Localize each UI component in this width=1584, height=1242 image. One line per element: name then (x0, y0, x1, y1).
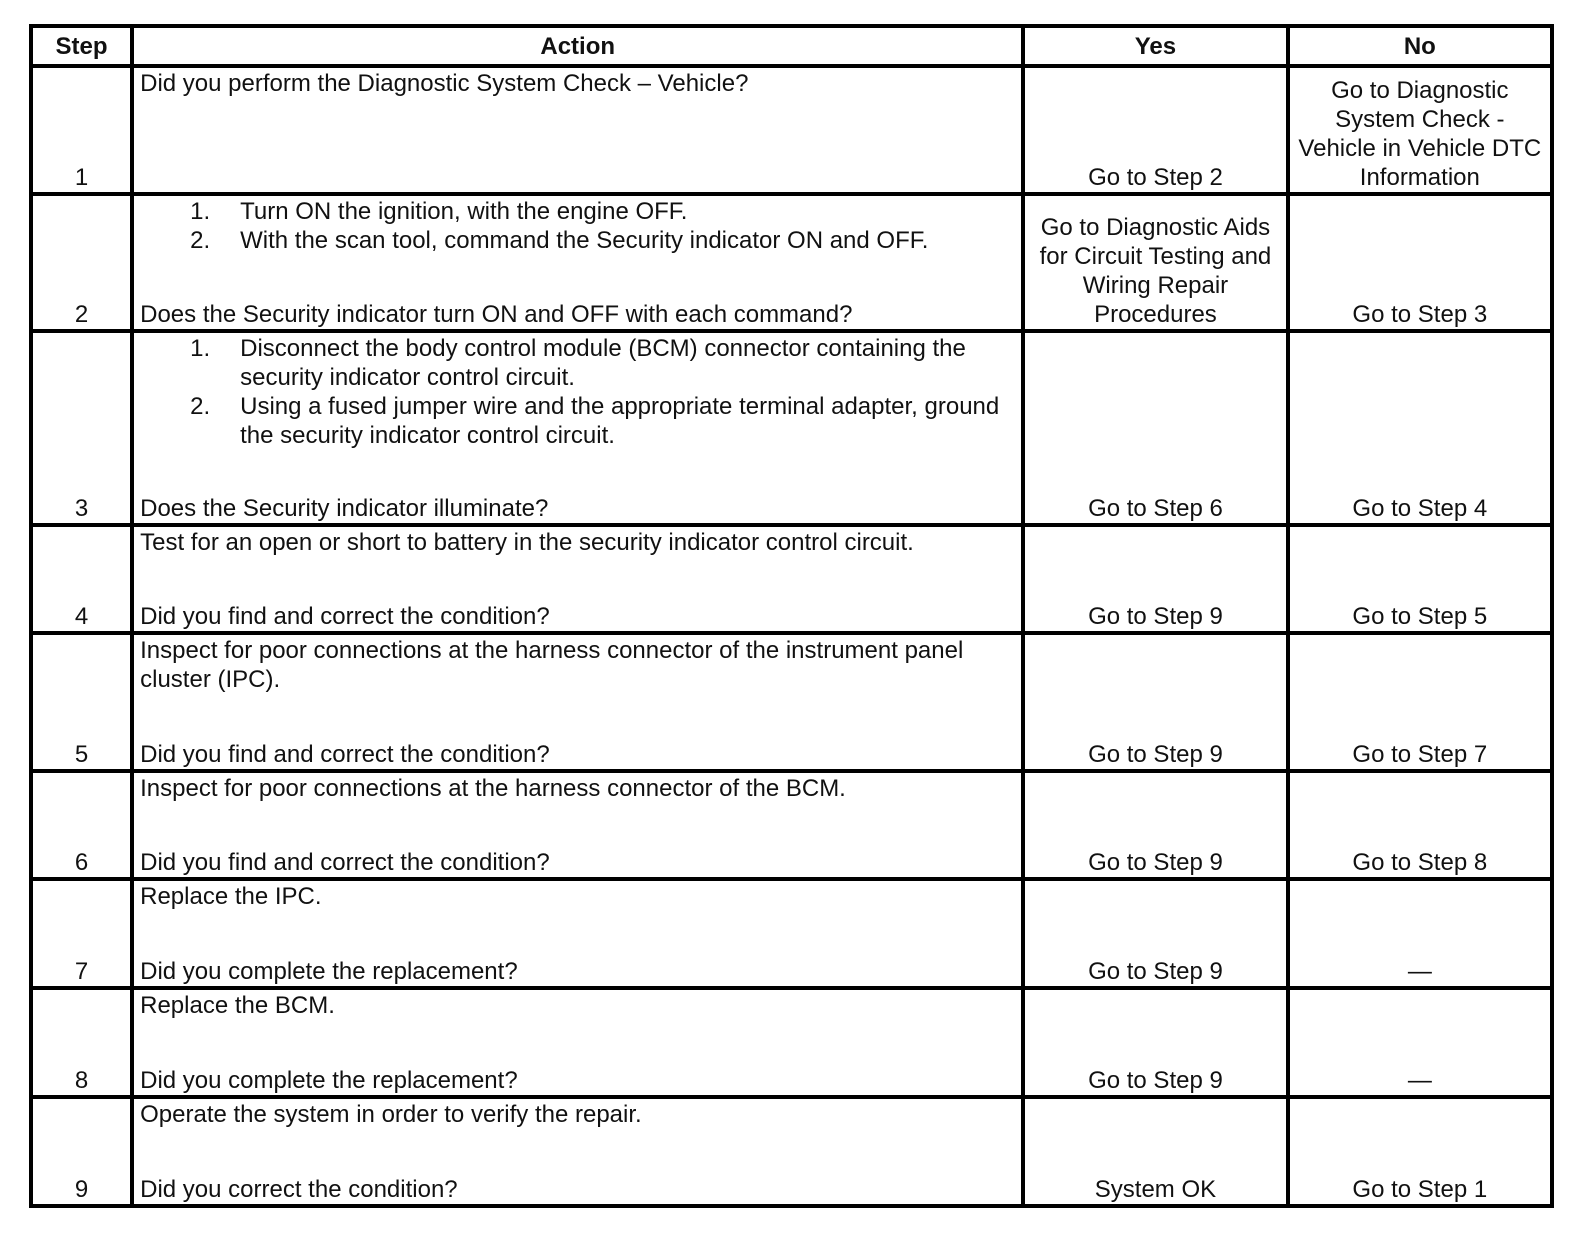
action-instruction: Replace the IPC. (140, 883, 322, 910)
action-top (140, 882, 1015, 911)
no-result: Go to Step 1 (1288, 1097, 1552, 1206)
yes-result: Go to Step 6 (1023, 331, 1287, 525)
action-cell (132, 771, 1023, 879)
action-question: Does the Security indicator illuminate? (140, 495, 549, 522)
list-item-text: Turn ON the ignition, with the engine OFF. (240, 198, 688, 225)
action-question: Did you complete the replacement? (140, 958, 518, 985)
yes-result: Go to Step 9 (1023, 771, 1287, 879)
action-content (140, 334, 1015, 523)
action-question: Does the Security indicator turn ON and OFF with each command? (140, 301, 853, 328)
table-row (31, 66, 1552, 194)
action-instruction: Operate the system in order to verify the repair. (140, 1101, 642, 1128)
table-row (31, 331, 1552, 525)
list-item-number: 2. (190, 227, 211, 254)
yes-result: Go to Step 9 (1023, 988, 1287, 1097)
no-result: Go to Diagnostic System Check - Vehicle in Vehicle DTC Information (1288, 66, 1552, 194)
list-item (190, 392, 1015, 450)
action-cell (132, 525, 1023, 633)
list-item (190, 226, 1015, 255)
action-cell (132, 879, 1023, 988)
yes-result: Go to Step 9 (1023, 879, 1287, 988)
no-result: Go to Step 4 (1288, 331, 1552, 525)
action-top (140, 774, 1015, 803)
yes-result: System OK (1023, 1097, 1287, 1206)
action-question: Did you complete the replacement? (140, 1067, 518, 1094)
step-number: 4 (31, 525, 132, 633)
list-item-number: 1. (190, 198, 211, 225)
list-item-text: With the scan tool, command the Security indicator ON and OFF. (240, 227, 929, 254)
action-question: Did you find and correct the condition? (140, 603, 550, 630)
action-top (140, 636, 1015, 694)
diagnostic-table (29, 24, 1554, 1208)
table-row (31, 1097, 1552, 1206)
list-item-text: Using a fused jumper wire and the appropriate terminal adapter, ground the security indicator control circuit. (240, 393, 1000, 449)
table-row (31, 988, 1552, 1097)
action-instruction: Inspect for poor connections at the harness connector of the BCM. (140, 775, 846, 802)
action-instruction: Test for an open or short to battery in the security indicator control circuit. (140, 529, 914, 556)
action-cell (132, 633, 1023, 771)
list-item (190, 334, 1015, 392)
list-item (190, 197, 1015, 226)
table-row (31, 194, 1552, 331)
step-number: 8 (31, 988, 132, 1097)
action-top (140, 528, 1015, 557)
action-top (140, 1100, 1015, 1129)
list-item-number: 1. (190, 335, 211, 362)
action-content (140, 197, 1015, 329)
step-number: 1 (31, 66, 132, 194)
action-cell (132, 1097, 1023, 1206)
list-item-text: Disconnect the body control module (BCM) connector containing the security indicator control circuit. (240, 335, 966, 391)
step-number: 9 (31, 1097, 132, 1206)
step-number: 3 (31, 331, 132, 525)
header-yes: Yes (1023, 26, 1287, 66)
action-content (140, 69, 1015, 192)
action-instruction: Did you perform the Diagnostic System Check – Vehicle? (140, 70, 749, 97)
action-question: Did you find and correct the condition? (140, 741, 550, 768)
step-number: 2 (31, 194, 132, 331)
step-number: 6 (31, 771, 132, 879)
header-row (31, 26, 1552, 66)
yes-result: Go to Step 9 (1023, 633, 1287, 771)
no-result: Go to Step 5 (1288, 525, 1552, 633)
numbered-list (140, 334, 1015, 450)
action-content (140, 991, 1015, 1095)
no-result: Go to Step 3 (1288, 194, 1552, 331)
no-result: — (1288, 879, 1552, 988)
step-number: 7 (31, 879, 132, 988)
action-cell (132, 331, 1023, 525)
no-result: — (1288, 988, 1552, 1097)
action-question: Did you correct the condition? (140, 1176, 458, 1203)
action-question: Did you find and correct the condition? (140, 849, 550, 876)
action-top (140, 991, 1015, 1020)
table-row (31, 525, 1552, 633)
action-cell (132, 194, 1023, 331)
action-cell (132, 988, 1023, 1097)
action-content (140, 774, 1015, 877)
table-row (31, 771, 1552, 879)
action-content (140, 636, 1015, 769)
list-item-number: 2. (190, 393, 211, 420)
action-top (140, 197, 1015, 255)
action-cell (132, 66, 1023, 194)
step-number: 5 (31, 633, 132, 771)
table-row (31, 633, 1552, 771)
action-content (140, 882, 1015, 986)
action-top (140, 334, 1015, 450)
action-content (140, 1100, 1015, 1204)
header-no: No (1288, 26, 1552, 66)
header-action: Action (132, 26, 1023, 66)
numbered-list (140, 197, 1015, 255)
yes-result: Go to Step 2 (1023, 66, 1287, 194)
action-instruction: Inspect for poor connections at the harness connector of the instrument panel cluster (IPC). (140, 637, 964, 693)
table-row (31, 879, 1552, 988)
action-top (140, 69, 1015, 98)
yes-result: Go to Step 9 (1023, 525, 1287, 633)
table-body (31, 66, 1552, 1206)
no-result: Go to Step 7 (1288, 633, 1552, 771)
action-instruction: Replace the BCM. (140, 992, 335, 1019)
action-content (140, 528, 1015, 631)
header-step: Step (31, 26, 132, 66)
yes-result: Go to Diagnostic Aids for Circuit Testing and Wiring Repair Procedures (1023, 194, 1287, 331)
no-result: Go to Step 8 (1288, 771, 1552, 879)
